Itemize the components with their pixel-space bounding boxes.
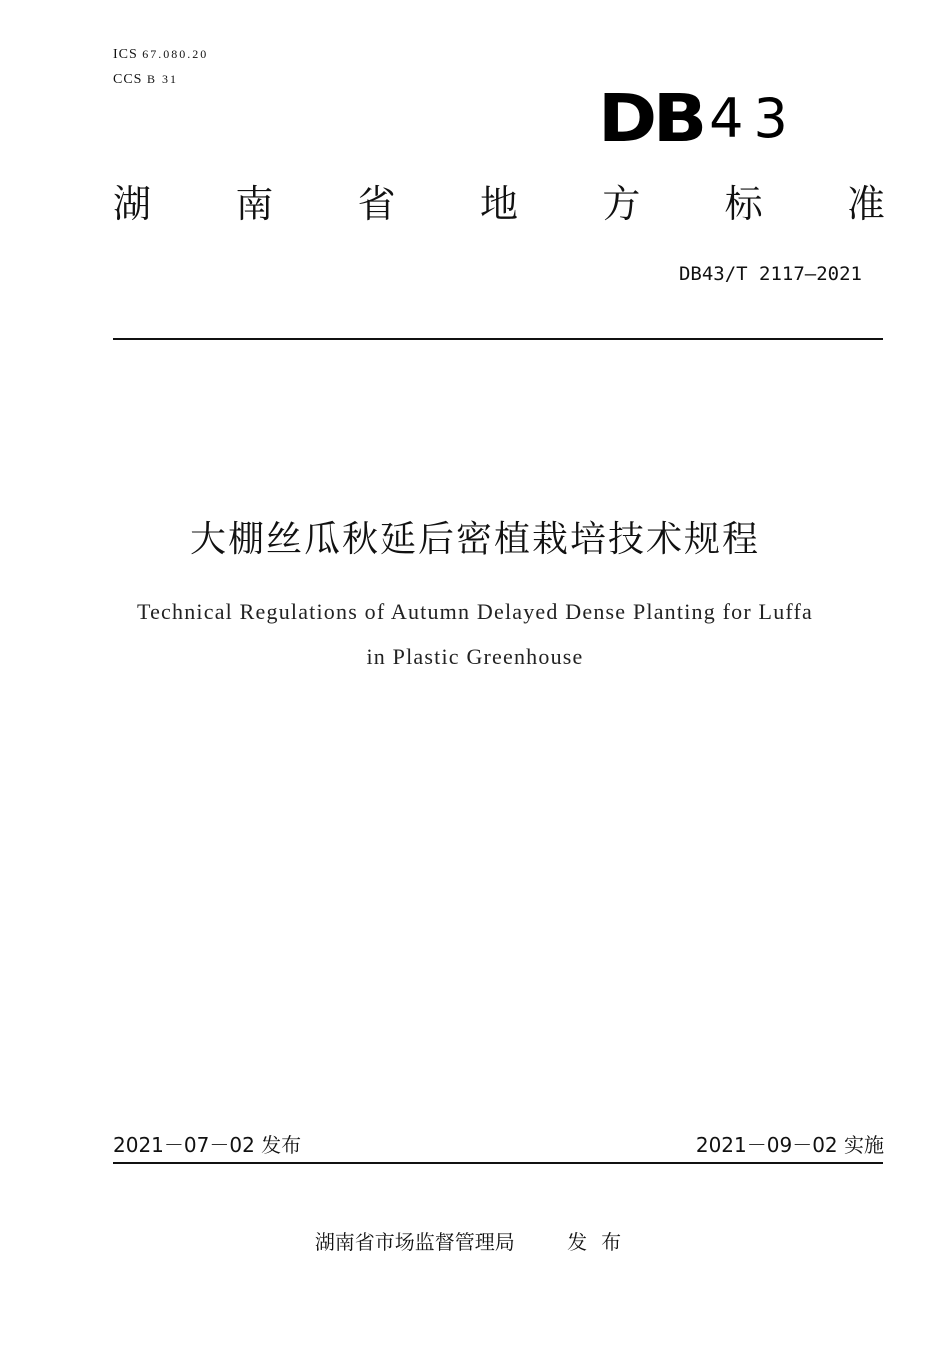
standard-type-title [113,178,885,230]
ccs-code: B 31 [146,72,178,86]
ics-label: ICS [113,47,138,62]
issue-date: 2021－07－02 发布 [113,1133,302,1157]
db-province-number: 43 [709,87,798,150]
implementation-date: 2021－09－02 实施 [695,1133,884,1157]
publisher-action: 发布 [567,1230,636,1254]
db-standard-mark [598,80,798,157]
ccs-label: CCS [113,72,143,87]
standard-title-char: 地 [479,182,518,226]
standard-title-char: 方 [602,182,641,226]
ics-code: 67.080.20 [142,47,209,61]
publisher-name: 湖南省市场监督管理局 [314,1230,515,1254]
standard-code: DB43/T 2117—2021 [678,263,862,285]
top-divider [113,338,883,340]
publisher-line [0,1228,950,1256]
document-title-en-line1: Technical Regulations of Autumn Delayed Dense Planting for Luffa [136,599,814,624]
standard-title-char: 湖 [113,182,152,226]
document-title-cn: 大棚丝瓜秋延后密植栽培技术规程 [189,519,760,560]
standard-title-char: 省 [357,182,396,226]
db-logo: DB [598,80,703,157]
standard-title-char: 南 [235,182,274,226]
standard-title-char: 标 [724,182,763,226]
bottom-divider [113,1162,883,1164]
ics-classification [113,46,208,63]
ccs-classification [113,71,178,88]
document-title-en-line2: in Plastic Greenhouse [366,644,584,669]
standard-title-char: 准 [846,182,885,226]
